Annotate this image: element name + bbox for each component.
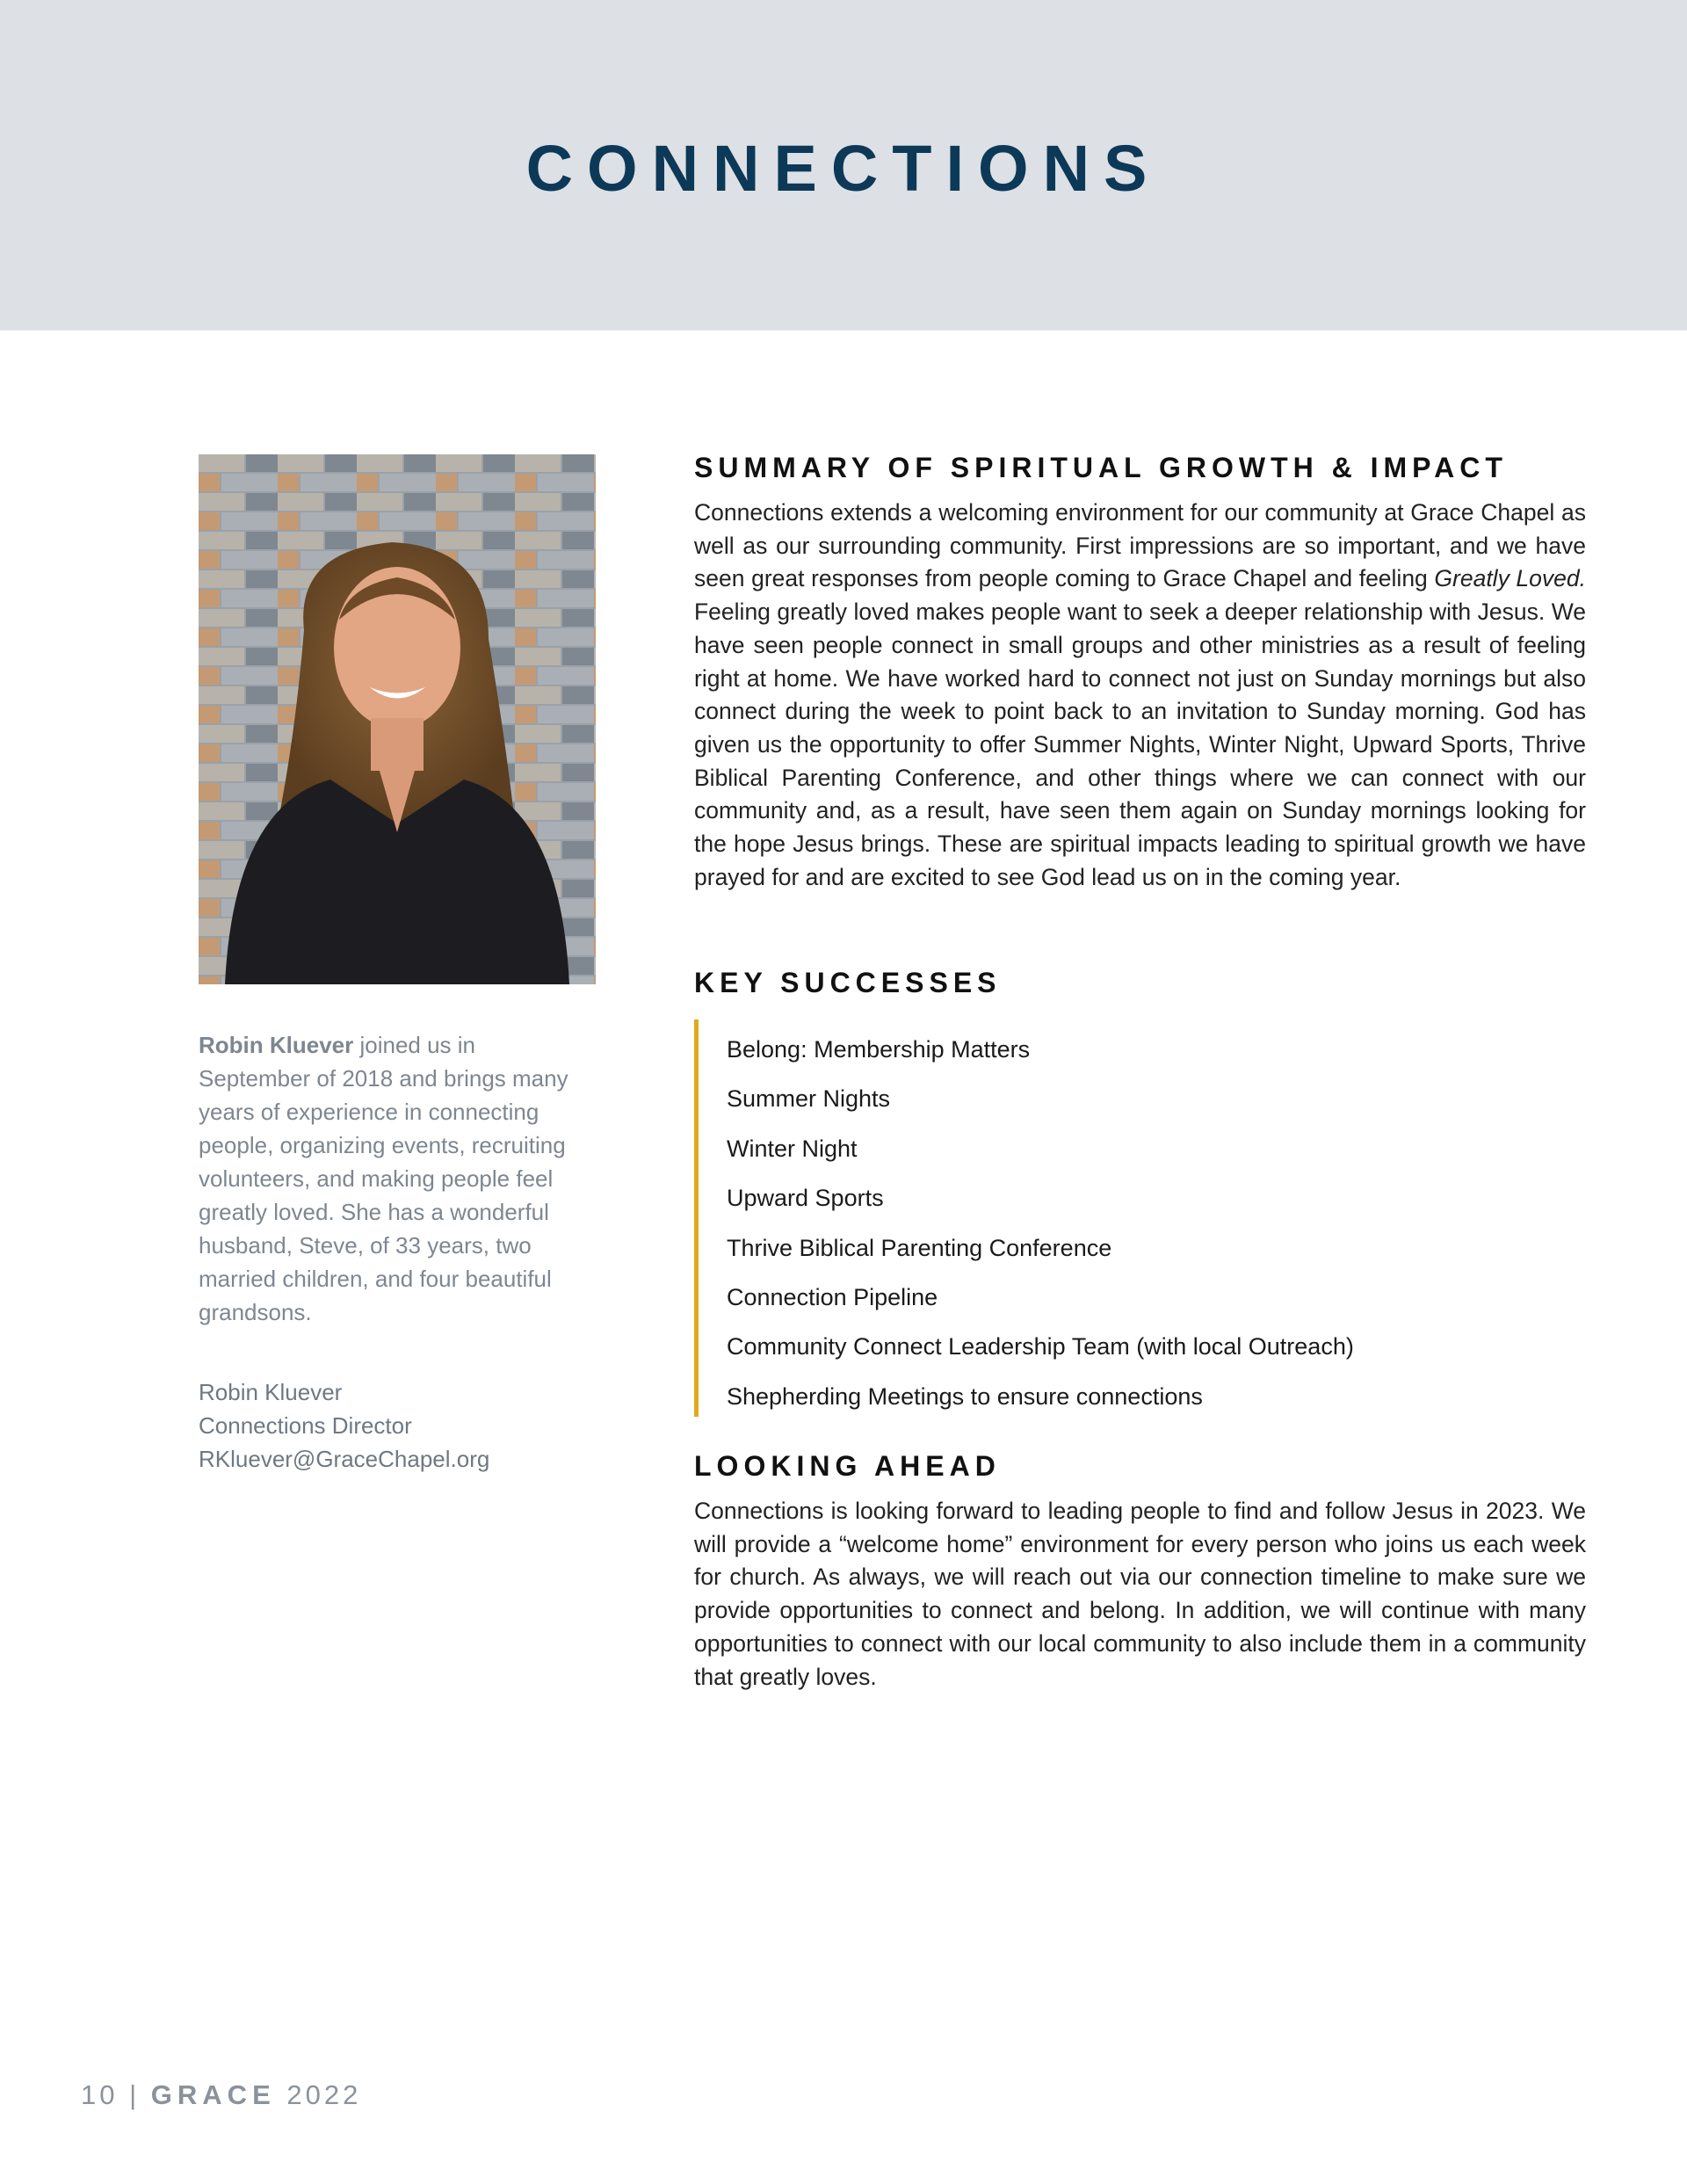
contact-block <box>199 1375 603 1476</box>
list-item: Community Connect Leadership Team (with local Outreach) <box>727 1333 1354 1360</box>
summary-heading: SUMMARY OF SPIRITUAL GROWTH & IMPACT <box>694 452 1508 483</box>
looking-ahead-paragraph: Connections is looking forward to leading people to find and follow Jesus in 2023. We will provide a “welcome home” environment for every person who joins us each week for church. As always, we will reach out via our connection timeline to make sure we provide opportunities to connect and belong. In addition, we will continue with many opportunities to connect with our local community to also include them in a community that greatly loves. <box>694 1498 1586 1690</box>
page-title: CONNECTIONS <box>525 132 1162 205</box>
contact-email[interactable]: RKluever@GraceChapel.org <box>199 1446 490 1472</box>
list-item: Thrive Biblical Parenting Conference <box>727 1234 1112 1261</box>
bio-name: Robin Kluever <box>199 1032 354 1058</box>
key-successes-list <box>694 1019 1573 1417</box>
list-item: Connection Pipeline <box>727 1284 938 1311</box>
bio-text: joined us in September of 2018 and brings many years of experience in connecting people, organizing events, recruiting volunteers, and making people feel greatly loved. She has a wonderful husband, Steve, of 33 years, two married children, and four beautiful grandsons. <box>199 1032 568 1325</box>
portrait-image <box>199 454 596 984</box>
page-footer <box>81 2079 361 2111</box>
contact-role: Connections Director <box>199 1412 412 1439</box>
summary-text-after: Feeling greatly loved makes people want to seek a deeper relationship with Jesus. We have seen people connect in small groups and other ministries as a result of feeling right at home. We have worked hard to connect not just on Sunday mornings but also connect during the week to point back to an invitation to Sunday morning. God has given us the opportunity to offer Summer Nights, Winter Night, Upward Sports, Thrive Biblical Parenting Conference, and other things where we can connect with our community and, as a result, have seen them again on Sunday mornings looking for the hope Jesus brings. These are spiritual impacts leading to spiritual growth we have prayed for and are excited to see God lead us on in the coming year. <box>694 599 1586 890</box>
list-item: Upward Sports <box>727 1185 884 1212</box>
bio-paragraph <box>199 1028 585 1329</box>
list-item: Winter Night <box>727 1135 858 1162</box>
summary-text-before: Connections extends a welcoming environment for our community at Grace Chapel as well as our surrounding community. First impressions are so important, and we have seen great responses from people coming to Grace Chapel and feeling <box>694 499 1586 592</box>
list-item: Shepherding Meetings to ensure connections <box>727 1382 1203 1410</box>
summary-paragraph <box>694 497 1586 894</box>
page-number: 10 <box>81 2079 119 2110</box>
contact-name: Robin Kluever <box>199 1379 343 1405</box>
footer-year: 2022 <box>286 2079 362 2110</box>
header-banner <box>0 0 1687 330</box>
summary-emphasis: Greatly Loved. <box>1434 565 1586 592</box>
footer-separator: | <box>129 2079 141 2110</box>
key-successes-heading: KEY SUCCESSES <box>694 967 1002 998</box>
list-item: Summer Nights <box>727 1085 891 1113</box>
footer-brand: GRACE <box>150 2079 276 2110</box>
list-item: Belong: Membership Matters <box>727 1036 1031 1063</box>
looking-ahead-heading: LOOKING AHEAD <box>694 1450 1001 1482</box>
profile-photo <box>199 454 596 984</box>
